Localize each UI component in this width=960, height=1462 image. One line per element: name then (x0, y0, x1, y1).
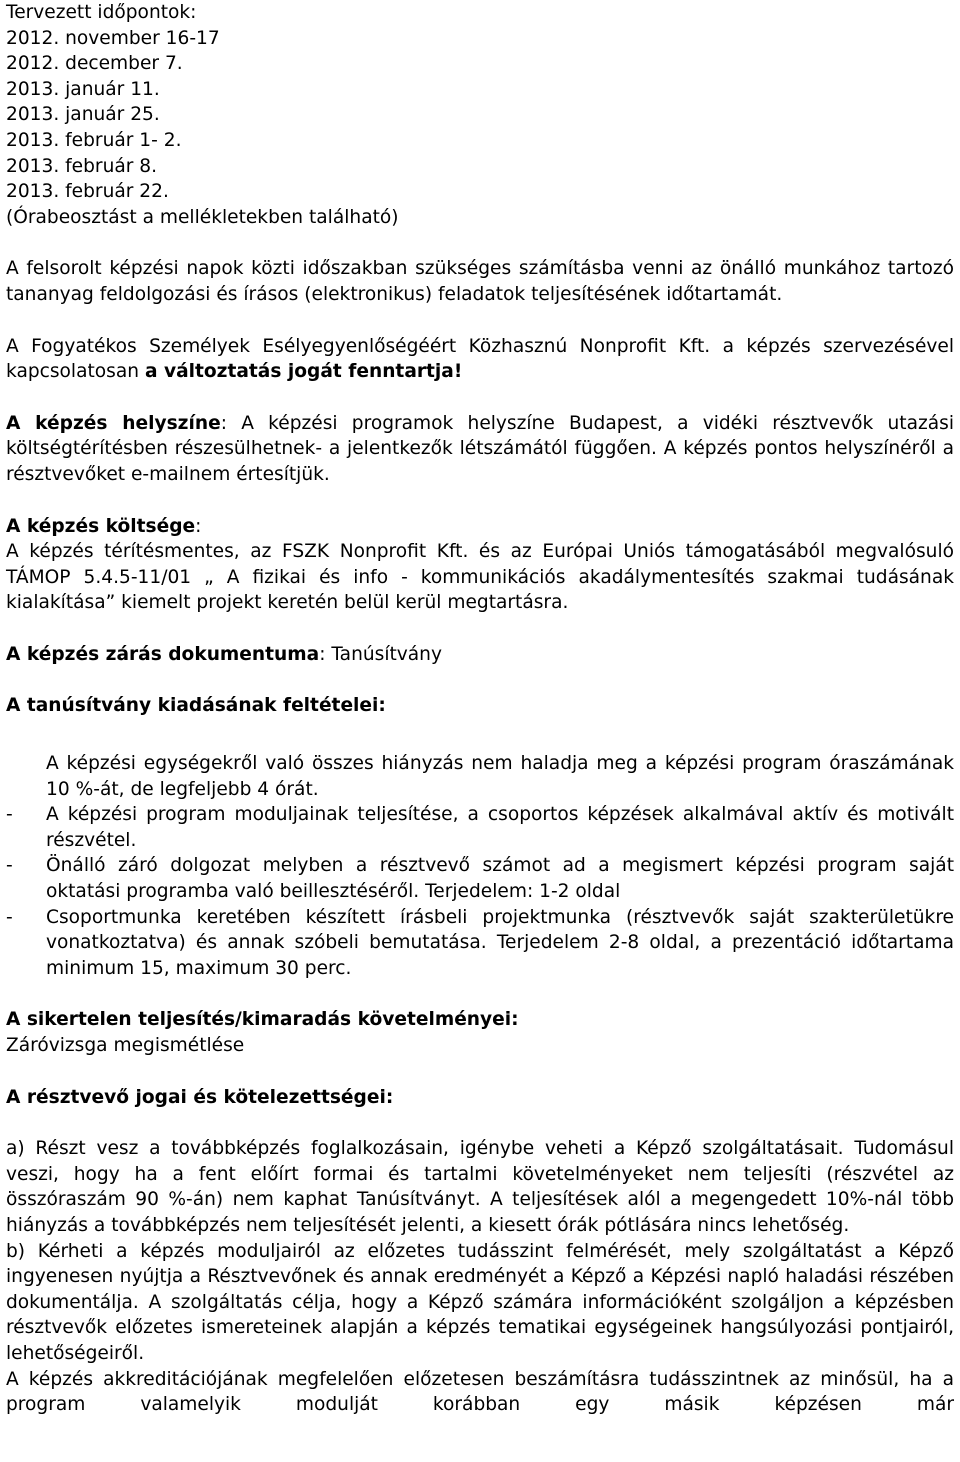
certificate-heading: A tanúsítvány kiadásának feltételei: (6, 695, 386, 717)
cost-text: A képzés térítésmentes, az FSZK Nonprofit Kft. és az Európai Uniós támogatásából megvalósuló TÁMOP 5.4.5-11/01 „ A fizikai és info - kommunikációs akadálymentesítés szakmai tudásának kialakítása” kiemelt projekt keretén belül kerül megtartásra. (6, 541, 954, 614)
certificate-item-text: A képzési program moduljainak teljesítése, a csoportos képzések alkalmával aktív és motivált részvétel. (46, 804, 954, 851)
change-text: A Fogyatékos Személyek Esélyegyenlőségéért Közhasznú Nonprofit Kft. a képzés szervezésével kapcsolatosan (6, 335, 954, 383)
date-item: 2013. február 8. (6, 155, 158, 177)
rights-heading: A résztvevő jogai és kötelezettségei: (6, 1086, 394, 1108)
rights-b: b) Kérheti a képzés moduljairól az előzetes tudásszint felmérését, mely szolgáltatást a Képző ingyenesen nyújtja a Résztvevőnek és annak eredményét a Képző a Képzési napló haladási részében dokumentálja. A szolgáltatás célja, hogy a Képző számára információként szolgáljon a képzésben résztvevők előzetes ismereteinek alapján a képzés tematikai egységeinek hangsúlyozási pontjairól, lehetőségeiről. (6, 1240, 954, 1364)
cost-label: A képzés költsége (6, 515, 196, 537)
date-item: 2013. február 1- 2. (6, 129, 182, 151)
closing-doc-label: A képzés zárás dokumentuma (6, 643, 320, 665)
date-item: 2013. január 11. (6, 78, 160, 100)
location-paragraph (6, 411, 954, 488)
dash-bullet: - (6, 906, 13, 928)
closing-doc-sep: : (319, 643, 326, 665)
cost-sep: : (195, 515, 202, 537)
certificate-item-text: Csoportmunka keretében készített írásbeli projektmunka (résztvevők saját szakterületükre vonatkoztatva) és annak szóbeli bemutatása. Terjedelem 2-8 oldal, a prezentáció időtartama minimum 15, maximum 30 perc. (46, 906, 954, 979)
dates-note: (Órabeosztást a mellékletekben található) (6, 206, 399, 228)
rights-a: a) Részt vesz a továbbképzés foglalkozásain, igénybe veheti a Képző szolgáltatásait. Tudomásul veszi, hogy ha a fent előírt formai és tartalmi követelményeket nem teljesíti (részvétel az összóraszám 90 %-án) nem kaphat Tanúsítványt. A teljesítések alól a megengedett 10%-nál több hiányzás a továbbképzés nem teljesítését jelenti, a kiesett órák pótlására nincs lehetőség. (6, 1138, 954, 1236)
dash-bullet: - (6, 855, 13, 877)
closing-doc-paragraph (6, 642, 954, 668)
date-item: 2012. december 7. (6, 53, 183, 75)
date-item: 2013. január 25. (6, 104, 160, 126)
location-label: A képzés helyszíne (6, 412, 221, 434)
location-text: A képzési programok helyszíne Budapest, a vidéki résztvevők utazási költségtérítésben részesülhetnek- a jelentkezők létszámától függően. A képzés pontos helyszínéről a résztvevőket e-mailnem értesítjük. (6, 412, 954, 485)
certificate-item (6, 802, 954, 853)
cost-heading (6, 514, 954, 540)
failure-text: Záróvizsga megismétlése (6, 1035, 245, 1056)
certificate-item-text: Önálló záró dolgozat melyben a résztvevő számot ad a megismert képzési program saját oktatási programba való beillesztéséről. Terjedelem: 1-2 oldal (46, 855, 954, 903)
location-sep: : (220, 412, 227, 434)
date-item: 2013. február 22. (6, 181, 169, 203)
dates-section (6, 0, 954, 230)
failure-heading: A sikertelen teljesítés/kimaradás követelményei: (6, 1009, 519, 1031)
closing-doc-text: Tanúsítvány (325, 643, 442, 665)
dates-heading: Tervezett időpontok: (6, 2, 197, 23)
date-item: 2012. november 16-17 (6, 27, 220, 49)
certificate-item (6, 905, 954, 982)
change-bold: a változtatás jogát fenntartja! (144, 361, 463, 383)
dash-bullet: - (6, 804, 13, 826)
certificate-item (6, 853, 954, 904)
change-paragraph (6, 334, 954, 385)
rights-c: A képzés akkreditációjának megfelelően előzetesen beszámításra tudásszintnek az minősül, ha a program valamelyik modulját korábban egy másik képzésen már (6, 1368, 954, 1416)
self-study-paragraph: A felsorolt képzési napok közti időszakban szükséges számításba venni az önálló munkához tartozó tananyag feldolgozási és írásos (elektronikus) feladatok teljesítésének időtartamát. (6, 258, 954, 305)
certificate-intro: A képzési egységekről való összes hiányzás nem haladja meg a képzési program óraszámának 10 %-át, de legfeljebb 4 órát. (46, 753, 954, 800)
